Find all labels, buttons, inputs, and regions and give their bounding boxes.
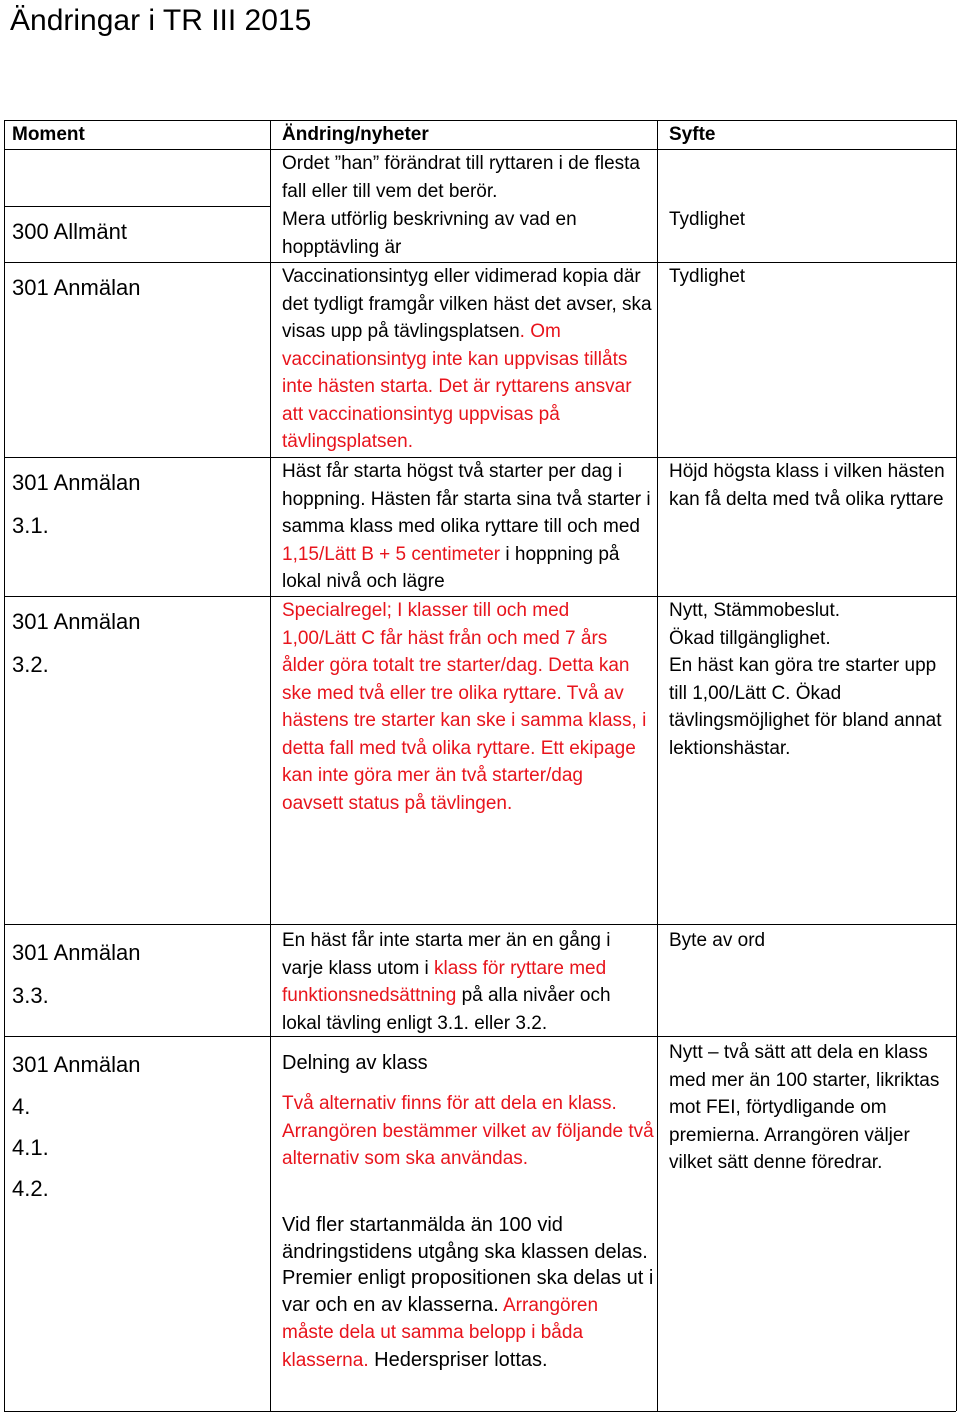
change-300-2: Mera utförlig beskrivning av vad en hopptävling är — [282, 209, 577, 258]
change-3013-c: på alla nivåer och lokal tävling enligt 3.1. eller 3.2. — [282, 985, 611, 1034]
purpose-3012-1: Nytt, Stämmobeslut. — [669, 600, 841, 621]
purpose-300: Tydlighet — [669, 209, 746, 230]
moment-3012-b: 3.2. — [12, 652, 49, 677]
change-301 — [282, 263, 654, 456]
change-3011-b: 1,15/Lätt B + 5 centimeter — [282, 543, 501, 565]
moment-3014-c: 4.1. — [12, 1135, 49, 1160]
purpose-3012-2: Ökad tillgänglighet. — [669, 627, 831, 649]
change-3014-split — [282, 1212, 654, 1374]
purpose-3014: Nytt – två sätt att dela en klass med mer än 100 starter, likriktas mot FEI, förtydligande om premierna. Arrangören väljer vilket sätt denne föredrar. — [669, 1042, 940, 1173]
purpose-3012 — [669, 597, 951, 762]
change-3014-split-a: Vid fler startanmälda än 100 vid ändringstidens utgång ska klassen delas. Premier enligt propositionen ska delas ut i var och en av klasserna. — [282, 1214, 654, 1316]
row-border-300-moment — [4, 206, 270, 207]
moment-301: 301 Anmälan — [12, 275, 141, 300]
change-3014-heading: Delning av klass — [282, 1052, 428, 1074]
row-border-3012 — [4, 924, 956, 925]
moment-3011-a: 301 Anmälan — [12, 470, 141, 495]
change-3011-c: i hoppning på lokal nivå och lägre — [282, 543, 620, 592]
change-300-1: Ordet ”han” förändrat till ryttaren i de flesta fall eller till vem det berör. — [282, 153, 640, 202]
purpose-3013: Byte av ord — [669, 930, 766, 951]
header-change: Ändring/nyheter — [282, 124, 429, 145]
change-3013 — [282, 927, 654, 1037]
change-301-c: , ska visas upp på tävlingsplatsen — [282, 293, 652, 342]
change-301-a: Vaccinationsintyg eller vidimerad kopia — [282, 266, 614, 287]
purpose-3011: Höjd högsta klass i vilken hästen kan få delta med två olika ryttare — [669, 461, 945, 510]
change-3014-split-c: Hederspriser lottas. — [368, 1348, 548, 1371]
table-top-border — [4, 120, 956, 121]
header-purpose: Syfte — [669, 124, 716, 145]
change-3013-a: En häst får inte starta mer än en gång i varje klass utom i — [282, 930, 611, 979]
change-301-b: där det tydligt framgår vilken häst det avser — [282, 266, 641, 315]
moment-3013-a: 301 Anmälan — [12, 940, 141, 965]
purpose-301: Tydlighet — [669, 266, 746, 287]
change-301-d: . Om vaccinationsintyg inte kan uppvisas tillåts inte hästen starta. Det är ryttarens ansvar att vaccinationsintyg uppvisas på tävlingsplatsen. — [282, 321, 632, 452]
moment-3011-b: 3.1. — [12, 513, 49, 538]
moment-3013-b: 3.3. — [12, 983, 49, 1008]
table-bottom-border — [4, 1411, 956, 1412]
change-3013-b: klass för ryttare med funktionsnedsättning — [282, 957, 607, 1006]
change-3012: Specialregel; I klasser till och med 1,00/Lätt C får häst från och med 7 års ålder göra totalt tre starter/dag. Detta kan ske med två eller tre olika ryttare. Två av hästens tre starter kan ske i samma klass, i detta fall med två olika ryttare. Ett ekipage kan inte göra mer än två starter/dag oavsett status på tävlingen. — [282, 600, 647, 814]
moment-300: 300 Allmänt — [12, 219, 127, 244]
col-border-2 — [657, 120, 658, 1411]
change-3014-alternatives: Två alternativ finns för att dela en klass. Arrangören bestämmer vilket av följande två alternativ som ska användas. — [282, 1093, 654, 1169]
moment-3012-a: 301 Anmälan — [12, 609, 141, 634]
col-border-left — [4, 120, 5, 1411]
col-border-right — [956, 120, 957, 1411]
moment-3014-a: 301 Anmälan — [12, 1052, 141, 1077]
change-3011 — [282, 458, 654, 596]
page-title: Ändringar i TR III 2015 — [10, 4, 312, 37]
header-moment: Moment — [12, 124, 85, 145]
change-3014-split-b: Arrangören måste dela ut samma belopp i båda klasserna. — [282, 1294, 599, 1371]
col-border-1 — [270, 120, 271, 1411]
moment-3014-b: 4. — [12, 1094, 31, 1119]
moment-3014-d: 4.2. — [12, 1176, 49, 1201]
purpose-3012-3: En häst kan göra tre starter upp till 1,00/Lätt C. Ökad tävlingsmöjlighet för bland annat lektionshästar. — [669, 655, 942, 759]
change-3011-a: Häst får starta högst två starter per dag i hoppning. Hästen får starta sina två starter i samma klass med olika ryttare till och med — [282, 461, 651, 537]
